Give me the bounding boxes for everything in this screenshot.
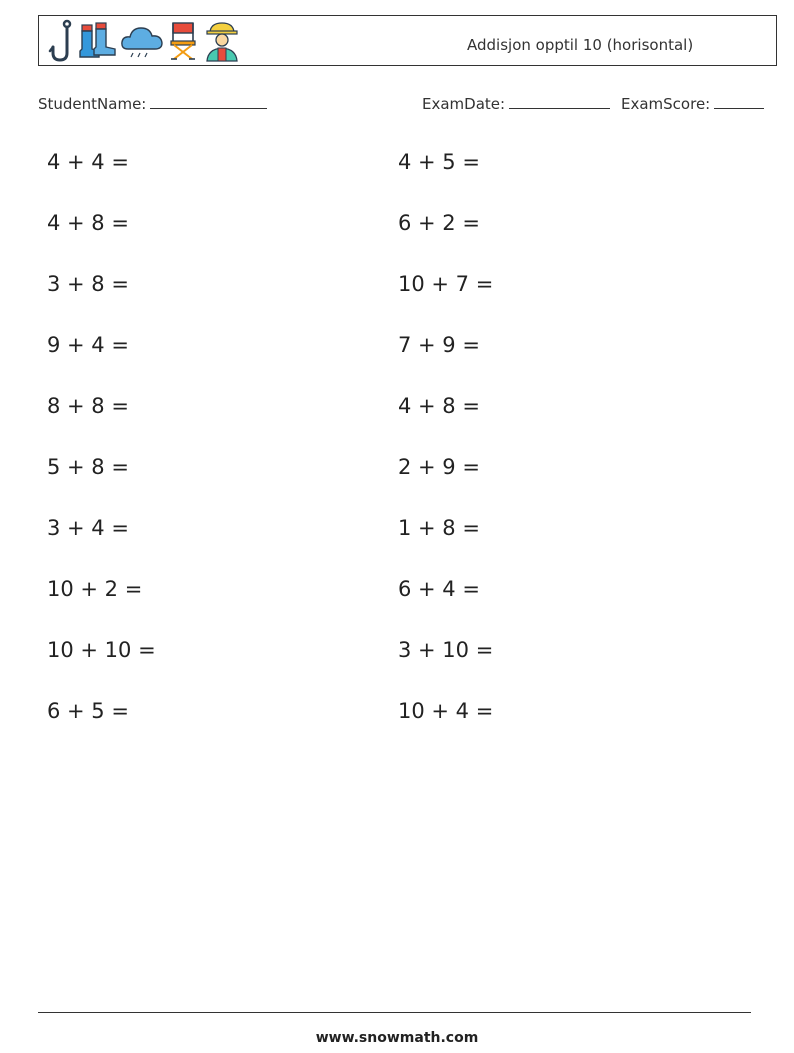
problem-right-5: 4 + 8 = (398, 394, 480, 418)
exam-score-label: ExamScore: (621, 95, 711, 113)
problem-left-8: 10 + 2 = (47, 577, 143, 601)
problem-right-4: 7 + 9 = (398, 333, 480, 357)
problem-right-7: 1 + 8 = (398, 516, 480, 540)
problem-left-2: 4 + 8 = (47, 211, 129, 235)
problem-left-6: 5 + 8 = (47, 455, 129, 479)
problem-right-6: 2 + 9 = (398, 455, 480, 479)
footer-website-link[interactable]: www.snowmath.com (315, 1030, 479, 1046)
problem-left-3: 3 + 8 = (47, 272, 129, 296)
exam-date-label: ExamDate: (422, 95, 506, 113)
footer-divider (38, 1012, 751, 1013)
problem-left-4: 9 + 4 = (47, 333, 129, 357)
worksheet-title: Addisjon opptil 10 (horisontal) (467, 36, 694, 54)
problem-left-5: 8 + 8 = (47, 394, 129, 418)
problem-right-3: 10 + 7 = (398, 272, 494, 296)
problem-left-9: 10 + 10 = (47, 638, 156, 662)
problem-left-10: 6 + 5 = (47, 699, 129, 723)
problem-left-7: 3 + 4 = (47, 516, 129, 540)
problem-right-2: 6 + 2 = (398, 211, 480, 235)
problem-right-1: 4 + 5 = (398, 150, 480, 174)
problem-right-9: 3 + 10 = (398, 638, 494, 662)
problem-right-8: 6 + 4 = (398, 577, 480, 601)
student-name-label: StudentName: (38, 95, 147, 113)
problem-right-10: 10 + 4 = (398, 699, 494, 723)
problem-left-1: 4 + 4 = (47, 150, 129, 174)
